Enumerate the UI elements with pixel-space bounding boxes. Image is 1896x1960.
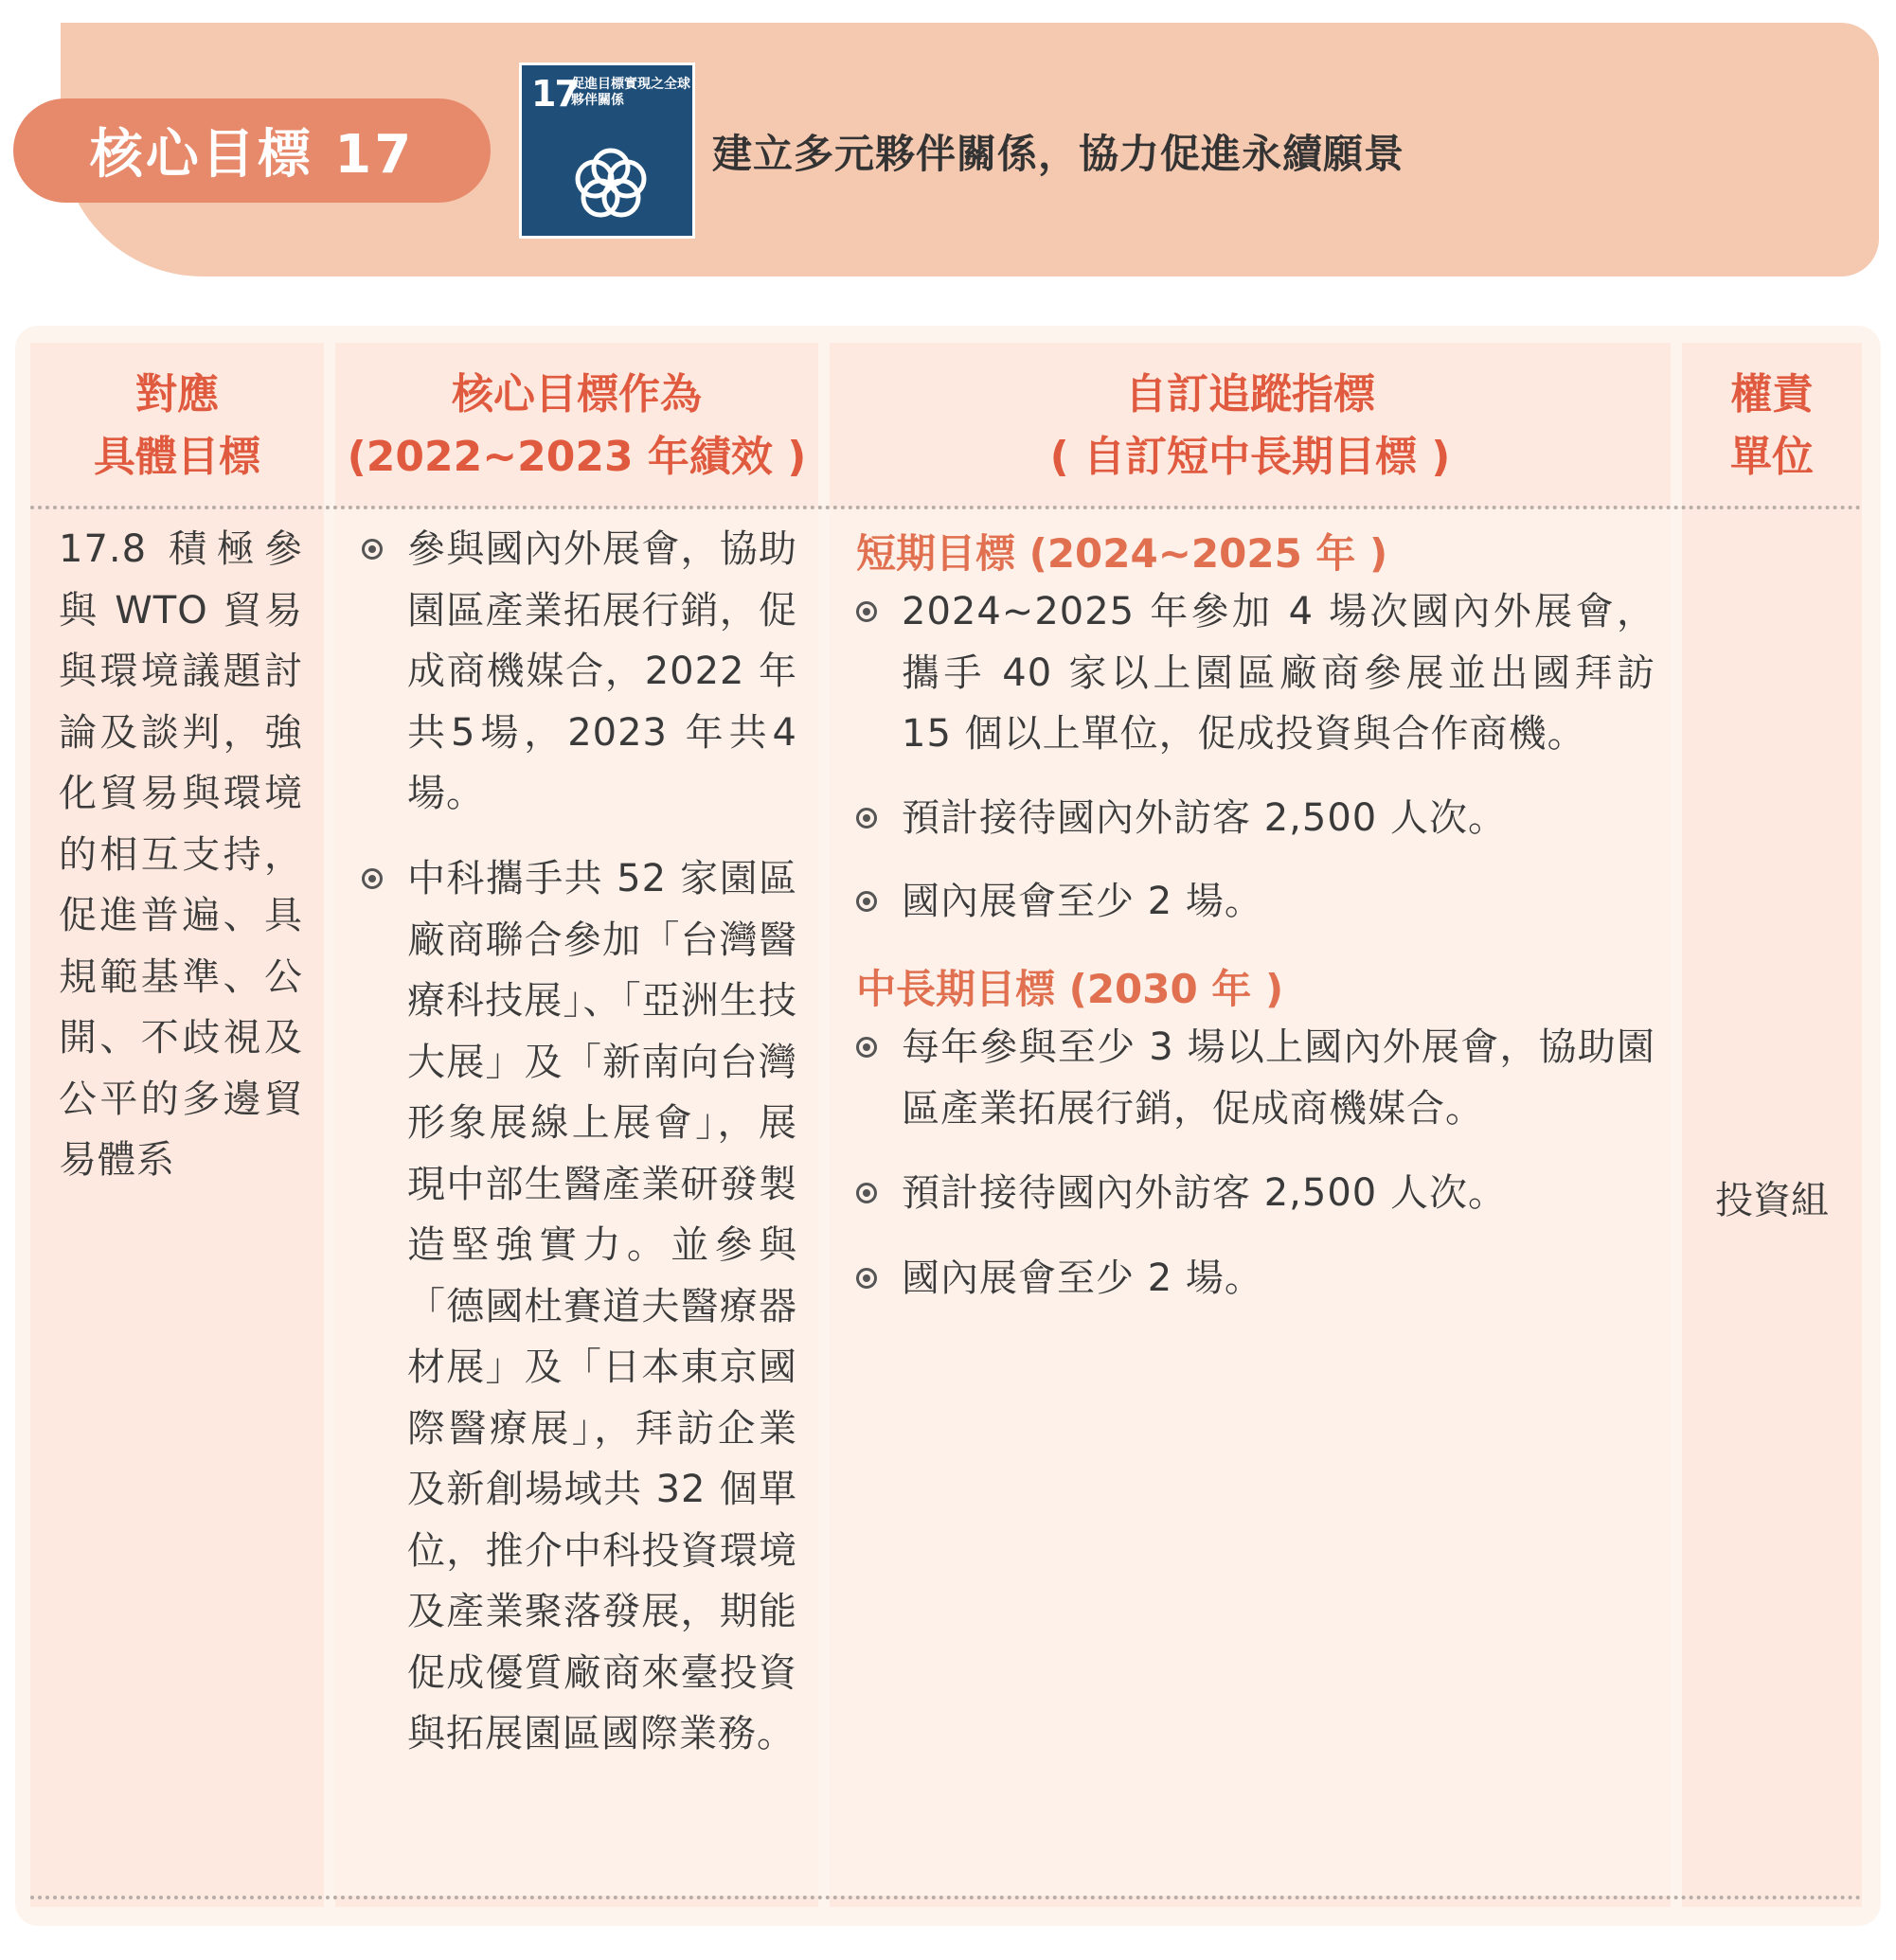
sdg-number: 17 bbox=[531, 73, 578, 115]
short-term-text: 國內展會至少 2 場。 bbox=[902, 880, 1263, 923]
bullet-icon bbox=[856, 808, 877, 829]
table-bottom-divider bbox=[30, 1896, 1862, 1899]
sdg-17-icon bbox=[519, 62, 695, 239]
goal-label: 核心目標 17 bbox=[13, 98, 491, 203]
bullet-icon bbox=[362, 868, 383, 889]
bullet-icon bbox=[856, 891, 877, 912]
header-responsible-unit bbox=[1682, 360, 1862, 492]
header-line: 權責 bbox=[1730, 370, 1814, 419]
core-action-text: 參與國內外展會，協助園區產業拓展行銷，促成商機媒合，2022 年共5場，2023 年共4場。 bbox=[407, 527, 797, 815]
bullet-icon bbox=[856, 1268, 877, 1289]
short-term-text: 預計接待國內外訪客 2,500 人次。 bbox=[902, 796, 1507, 840]
short-term-heading: 短期目標 (2024~2025 年 ) bbox=[856, 530, 1388, 577]
responsible-unit: 投資組 bbox=[1715, 1179, 1829, 1222]
header-line: ( 自訂短中長期目標 ) bbox=[1049, 433, 1451, 481]
partnership-flower-icon bbox=[565, 139, 656, 230]
header-line: 單位 bbox=[1730, 433, 1814, 481]
sdg-text: 促進目標實現之全球夥伴關係 bbox=[571, 77, 690, 108]
bullet-icon bbox=[856, 1037, 877, 1058]
header-line: 對應 bbox=[135, 370, 219, 419]
header-divider bbox=[30, 506, 1862, 509]
bullet-icon bbox=[856, 1183, 877, 1203]
long-term-text: 預計接待國內外訪客 2,500 人次。 bbox=[902, 1171, 1507, 1215]
header-core-actions bbox=[335, 360, 818, 492]
banner-title: 建立多元夥伴關係，協力促進永續願景 bbox=[712, 131, 1405, 177]
header-specific-target bbox=[30, 360, 324, 492]
long-term-text: 每年參與至少 3 場以上國內外展會，協助園區產業拓展行銷，促成商機媒合。 bbox=[902, 1025, 1655, 1131]
long-term-heading: 中長期目標 (2030 年 ) bbox=[856, 966, 1284, 1012]
long-term-text: 國內展會至少 2 場。 bbox=[902, 1256, 1263, 1300]
specific-target-text: 17.8 積極參與 WTO 貿易與環境議題討論及談判，強化貿易與環境的相互支持，促進普遍、具規範基準、公開、不歧視及公平的多邊貿易體系 bbox=[59, 527, 303, 1182]
header-line: (2022~2023 年績效 ) bbox=[347, 433, 807, 481]
bullet-icon bbox=[856, 601, 877, 622]
column-responsible-unit bbox=[1682, 343, 1862, 1907]
core-action-text: 中科攜手共 52 家園區廠商聯合參加「台灣醫療科技展」、「亞洲生技大展」及「新南向台灣形象展線上展會」，展現中部生醫產業研發製造堅強實力。並參與「德國杜賽道夫醫療器材展」及「日本東京國際醫療展」，拜訪企業及新創場域共 32 個單位，推介中科投資環境及產業聚落發展，期能促成優質廠商來臺投資與拓展園區國際業務。 bbox=[407, 857, 797, 1755]
short-term-text: 2024~2025 年參加 4 場次國內外展會，攜手 40 家以上園區廠商參展並出國拜訪 15 個以上單位，促成投資與合作商機。 bbox=[902, 590, 1655, 756]
header-line: 具體目標 bbox=[94, 433, 260, 481]
bullet-icon bbox=[362, 539, 383, 560]
header-line: 核心目標作為 bbox=[452, 370, 702, 419]
header-line: 自訂追蹤指標 bbox=[1125, 370, 1375, 419]
header-tracking-indicators bbox=[830, 360, 1671, 492]
